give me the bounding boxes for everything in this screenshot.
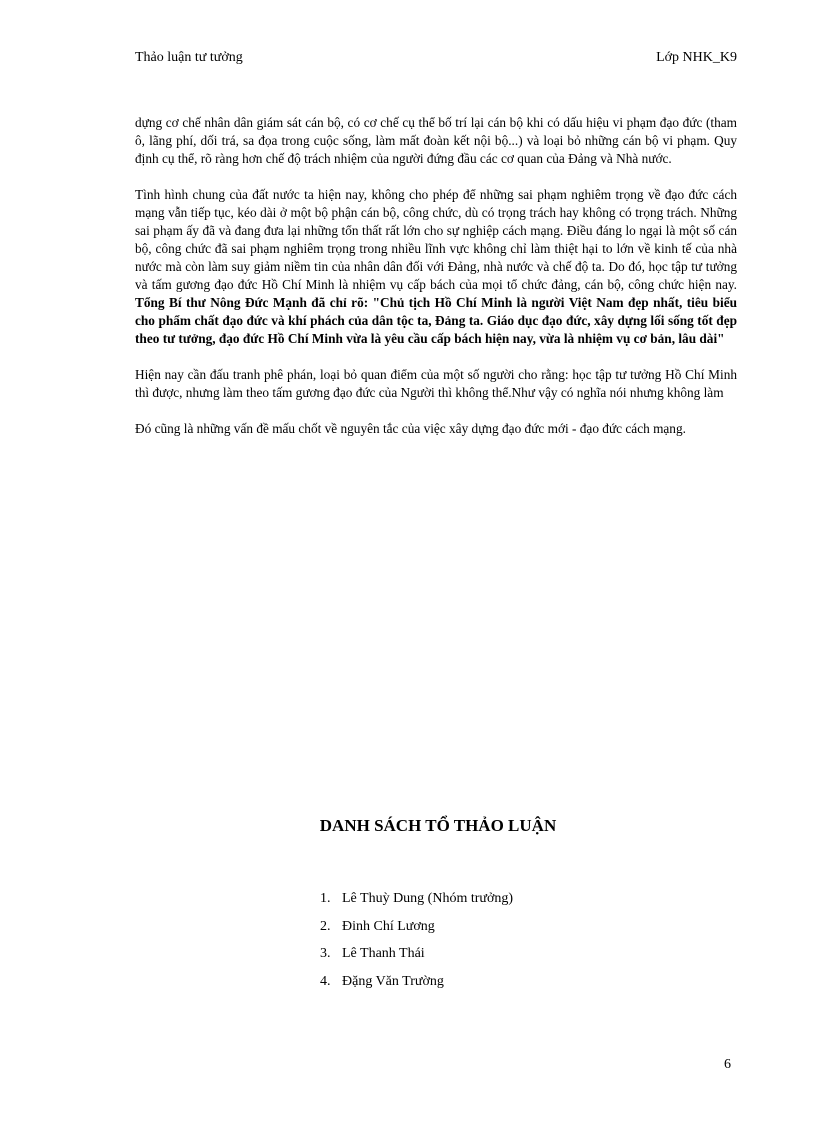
list-item [320,946,513,974]
member-list-title: DANH SÁCH TỔ THẢO LUẬN [319,816,557,835]
member-name: Lê Thuỳ Dung (Nhóm trưởng) [342,891,514,906]
paragraph [135,366,737,402]
paragraph [135,420,737,438]
member-name: Lê Thanh Thái [342,946,425,961]
list-item [320,974,513,1002]
paragraph-text: dựng cơ chế nhân dân giám sát cán bộ, có cơ chế cụ thể bố trí lại cán bộ khi có dấu hiệu vi phạm đạo đức (tham ô, lãng phí, dối trá, sa đọa trong cuộc sống, làm mất đoàn kết nội bộ...) và loại bỏ những cán bộ vi phạm. Quy định cụ thể, rõ ràng hơn chế độ trách nhiệm của người đứng đầu các cơ quan của Đảng và Nhà nước. [135,115,737,166]
body-text [135,114,737,456]
list-item [320,919,513,947]
list-item [320,891,513,919]
paragraph [135,114,737,168]
member-list [320,891,513,1001]
list-item-number: 4. [320,973,331,989]
page-number: 6 [724,1057,731,1072]
header-document-title: Thảo luận tư tưởng [135,50,243,65]
member-name: Đặng Văn Trường [342,973,444,989]
list-item-number: 1. [320,891,331,906]
paragraph-quote-bold: Tổng Bí thư Nông Đức Mạnh đã chỉ rõ: "Chủ tịch Hồ Chí Minh là người Việt Nam đẹp nhất, tiêu biểu cho phẩm chất đạo đức và khí phách của dân tộc ta, Đảng ta. Giáo dục đạo đức, xây dựng lối sống tốt đẹp theo tư tưởng, đạo đức Hồ Chí Minh vừa là yêu cầu cấp bách hiện nay, vừa là nhiệm vụ cơ bản, lâu dài" [135,295,737,346]
paragraph-text: Đó cũng là những vấn đề mấu chốt về nguyên tắc của việc xây dựng đạo đức mới - đạo đức cách mạng. [135,421,686,436]
paragraph-text: Tình hình chung của đất nước ta hiện nay, không cho phép để những sai phạm nghiêm trọng về đạo đức cách mạng vẫn tiếp tục, kéo dài ở một bộ phận cán bộ, công chức, dù có trọng trách hay không có trọng trách. Những sai phạm ấy đã và đang đưa lại những tổn thất rất lớn cho sự nghiệp cách mạng. Điều đáng lo ngại là một số cán bộ, công chức đã sai phạm nghiêm trọng trong nhiều lĩnh vực không chỉ làm thiệt hại to lớn về kinh tế của nhà nước mà còn làm suy giảm niềm tin của nhân dân đối với Đảng, nhà nước và chế độ ta. Do đó, học tập tư tưởng và tấm gương đạo đức Hồ Chí Minh là nhiệm vụ cấp bách của mọi tổ chức đảng, cán bộ, công chức hiện nay. [135,187,737,292]
list-item-number: 3. [320,946,331,961]
header-class-label: Lớp NHK_K9 [656,50,737,65]
page-header [135,50,737,70]
member-name: Đinh Chí Lương [342,918,435,934]
paragraph-text: Hiện nay cần đấu tranh phê phán, loại bỏ quan điểm của một số người cho rằng: học tập tư tưởng Hồ Chí Minh thì được, nhưng làm theo tấm gương đạo đức của Người thì không thể.Như vậy có nghĩa nói nhưng không làm [135,367,737,400]
paragraph [135,186,737,348]
list-item-number: 2. [320,918,331,934]
